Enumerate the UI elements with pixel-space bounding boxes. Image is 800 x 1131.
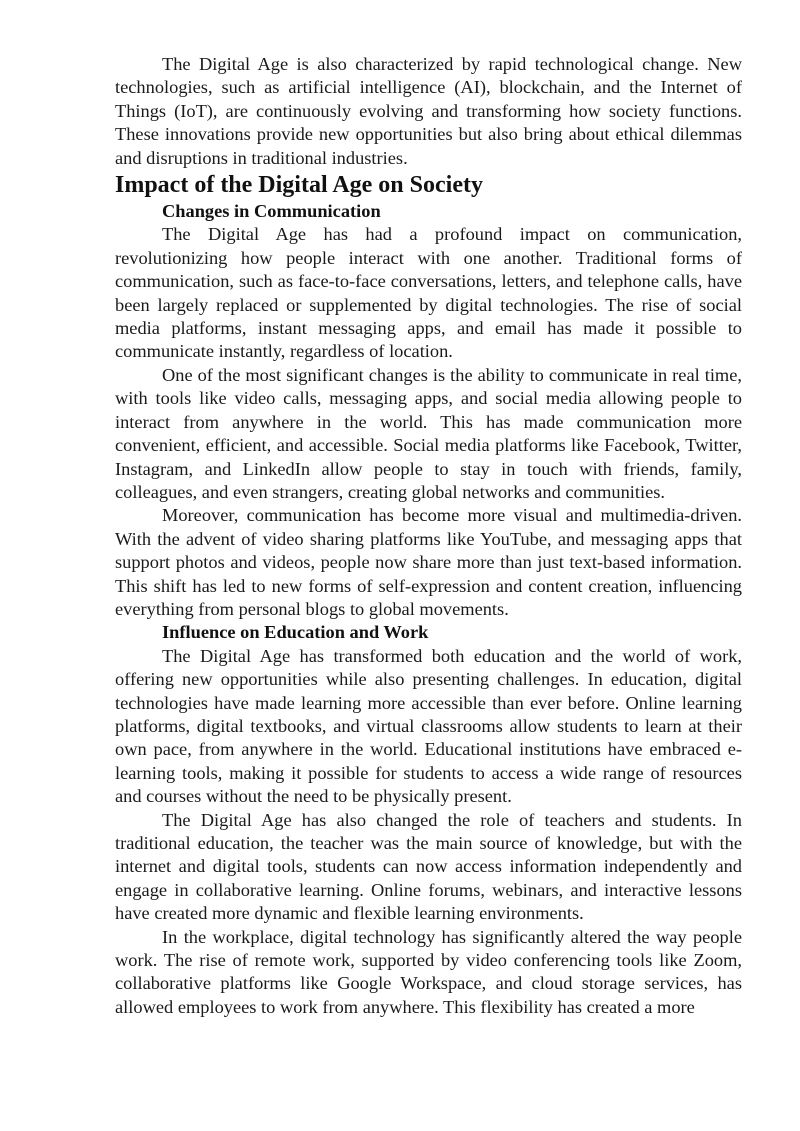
communication-paragraph: One of the most significant changes is the ability to communicate in real time, with tools like video calls, messaging apps, and social media allowing people to interact from anywhere in the world. This has made communication more convenient, efficient, and accessible. Social media platforms like Facebook, Twitter, Instagram, and LinkedIn allow people to stay in touch with friends, family, colleagues, and even strangers, creating global networks and communities. — [115, 364, 742, 502]
education-work-heading: Influence on Education and Work — [162, 622, 429, 643]
communication-paragraph: The Digital Age has had a profound impact on communication, revolutionizing how people interact with one another. Traditional forms of communication, such as face-to-face conversations, letters, and telephone calls, have been largely replaced or supplemented by digital technologies. The rise of social media platforms, instant messaging apps, and email has made it possible to communicate instantly, regardless of location. — [115, 224, 742, 362]
document-page — [115, 53, 742, 1019]
intro-paragraph: The Digital Age is also characterized by rapid technological change. New technologies, such as artificial intelligence (AI), blockchain, and the Internet of Things (IoT), are continuously evolving and transforming how society functions. These innovations provide new opportunities but also bring about ethical dilemmas and disruptions in traditional industries. — [115, 54, 742, 168]
communication-paragraph: Moreover, communication has become more visual and multimedia-driven. With the advent of video sharing platforms like YouTube, and messaging apps that support photos and videos, people now share more than just text-based information. This shift has led to new forms of self-expression and content creation, influencing everything from personal blogs to global movements. — [115, 505, 742, 619]
education-work-paragraph: In the workplace, digital technology has significantly altered the way people work. The rise of remote work, supported by video conferencing tools like Zoom, collaborative platforms like Google Workspace, and cloud storage services, has allowed employees to work from anywhere. This flexibility has created a more — [115, 926, 742, 1017]
education-work-paragraph: The Digital Age has transformed both education and the world of work, offering new opportunities while also presenting challenges. In education, digital technologies have made learning more accessible than ever before. Online learning platforms, digital textbooks, and virtual classrooms allow students to learn at their own pace, from anywhere in the world. Educational institutions have embraced e-learning tools, making it possible for students to access a wide range of resources and courses without the need to be physically present. — [115, 645, 742, 807]
education-work-paragraph: The Digital Age has also changed the role of teachers and students. In traditional education, the teacher was the main source of knowledge, but with the internet and digital tools, students can now access information independently and engage in collaborative learning. Online forums, webinars, and interactive lessons have created more dynamic and flexible learning environments. — [115, 809, 742, 924]
communication-heading: Changes in Communication — [162, 201, 381, 222]
section-title: Impact of the Digital Age on Society — [115, 172, 483, 199]
